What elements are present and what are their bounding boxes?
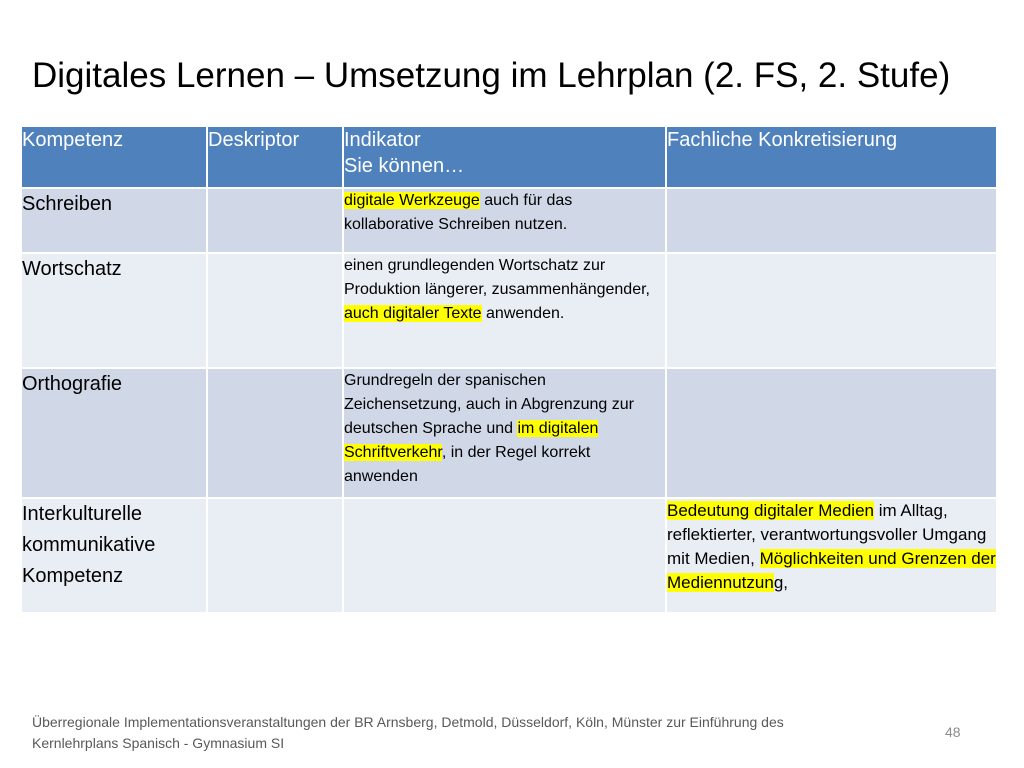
- text-segment: auch für das kollaborative Schreiben nutzen.: [344, 192, 573, 233]
- header-deskriptor: Deskriptor: [207, 126, 343, 188]
- cell-kompetenz: Interkulturelle kommunikative Kompetenz: [21, 498, 207, 613]
- curriculum-table: [20, 125, 998, 614]
- cell-deskriptor: [207, 253, 343, 368]
- cell-indikator: [343, 253, 666, 368]
- cell-indikator: [343, 188, 666, 253]
- highlighted-text: Bedeutung digitaler Medien: [667, 501, 874, 520]
- page-number: 48: [945, 724, 961, 740]
- text-segment: anwenden.: [481, 305, 565, 322]
- header-fachlich: Fachliche Konkretisierung: [666, 126, 997, 188]
- table-row-wortschatz: [21, 253, 997, 368]
- text-segment: Grundregeln der spanischen Zeichensetzung, auch in Abgrenzung zur deutschen Sprache und: [344, 372, 634, 437]
- text-segment: im Alltag, reflektierter, verantwortungsvoller Umgang mit Medien,: [667, 501, 987, 568]
- cell-kompetenz: Orthografie: [21, 368, 207, 498]
- cell-fachlich: [666, 188, 997, 253]
- cell-kompetenz: Schreiben: [21, 188, 207, 253]
- cell-indikator: [343, 498, 666, 613]
- cell-fachlich: [666, 498, 997, 613]
- header-indikator-line1: Indikator: [344, 129, 421, 151]
- highlighted-text: digitale Werkzeuge: [344, 192, 480, 209]
- header-indikator: [343, 126, 666, 188]
- cell-fachlich: [666, 253, 997, 368]
- table-header-row: [21, 126, 997, 188]
- text-segment: , in der Regel korrekt anwenden: [344, 444, 591, 485]
- cell-deskriptor: [207, 498, 343, 613]
- header-indikator-line2: Sie können…: [344, 155, 465, 177]
- text-segment: g,: [773, 573, 788, 592]
- cell-deskriptor: [207, 368, 343, 498]
- table-row-interkulturell: [21, 498, 997, 613]
- text-segment: einen grundlegenden Wortschatz zur Produktion längerer, zusammenhängender,: [344, 257, 650, 298]
- highlighted-text: im digitalen Schriftverkehr: [344, 420, 599, 461]
- footer-text: Überregionale Implementationsveranstaltungen der BR Arnsberg, Detmold, Düsseldorf, Köln, Münster zur Einführung des Kernlehrplans Spanisch - Gymnasium SI: [32, 714, 784, 751]
- cell-kompetenz: Wortschatz: [21, 253, 207, 368]
- table-row-schreiben: [21, 188, 997, 253]
- table-row-orthografie: [21, 368, 997, 498]
- header-kompetenz: Kompetenz: [21, 126, 207, 188]
- highlighted-text: auch digitaler Texte: [344, 305, 482, 322]
- slide-title: Digitales Lernen – Umsetzung im Lehrplan (2. FS, 2. Stufe): [32, 56, 951, 95]
- cell-fachlich: [666, 368, 997, 498]
- cell-deskriptor: [207, 188, 343, 253]
- cell-indikator: [343, 368, 666, 498]
- highlighted-text: Möglichkeiten und Grenzen der Mediennutzun: [667, 549, 996, 592]
